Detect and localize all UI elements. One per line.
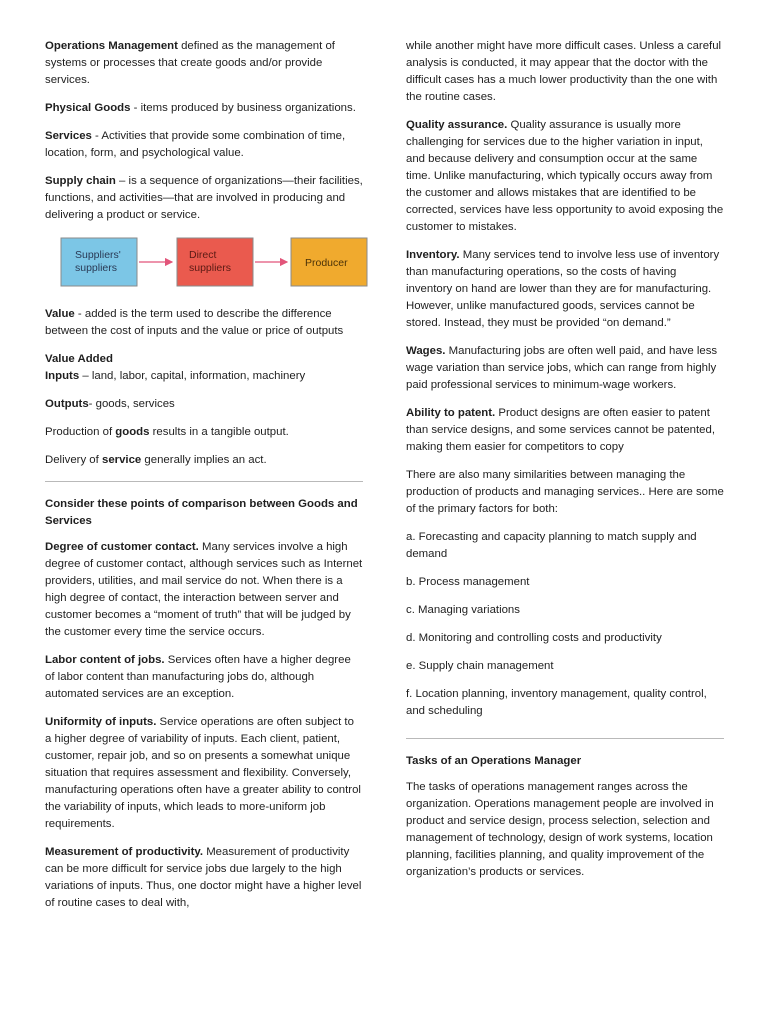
factor-item: e. Supply chain management bbox=[406, 660, 554, 672]
right-column bbox=[406, 38, 724, 892]
similarities-intro: There are also many similarities between managing the production of products and managing services.. Here are some of the primary factors for both: bbox=[406, 469, 724, 515]
factor-item: b. Process management bbox=[406, 576, 530, 588]
comparison-wages: Wages. Manufacturing jobs are often well paid, and have less wage variation than service jobs, which can range from highly paid professional services to minimum-wage workers. bbox=[406, 345, 718, 391]
supply-chain-diagram bbox=[59, 236, 369, 290]
definition-operations-management: Operations Management defined as the management of systems or processes that create goods and/or provide services. bbox=[45, 40, 335, 86]
factor-item: a. Forecasting and capacity planning to match supply and demand bbox=[406, 531, 697, 560]
comparison-productivity: Measurement of productivity. Measurement of productivity can be more difficult for service jobs due largely to the high variations of inputs. Thus, one doctor might have a higher level of routine cases to deal with, bbox=[45, 846, 362, 909]
svg-text:suppliers: suppliers bbox=[75, 262, 118, 274]
comparison-labor-content: Labor content of jobs. Services often have a higher degree of labor content than manufacturing jobs do, although automated services are an exception. bbox=[45, 654, 351, 700]
delivery-note: Delivery of service generally implies an act. bbox=[45, 454, 267, 466]
svg-text:Direct: Direct bbox=[189, 249, 217, 261]
svg-text:Producer: Producer bbox=[305, 257, 348, 269]
comparison-quality-assurance: Quality assurance. Quality assurance is usually more challenging for services due to the higher variation in input, and because delivery and consumption occur at the same time. Unlike manufacturing, which typically occurs away from the customer and allows mistakes that are identified to be corrected, services have less opportunity to avoid exposing the customer to mistakes. bbox=[406, 119, 724, 233]
value-added-title: Value Added bbox=[45, 353, 113, 365]
section-divider bbox=[45, 481, 363, 482]
section-divider bbox=[406, 738, 724, 739]
factor-item: d. Monitoring and controlling costs and productivity bbox=[406, 632, 662, 644]
definition-supply-chain: Supply chain – is a sequence of organizations—their facilities, functions, and activities—that are involved in producing and delivering a product or service. bbox=[45, 175, 363, 221]
comparison-uniformity-inputs: Uniformity of inputs. Service operations are often subject to a higher degree of variability of inputs. Each client, patient, customer, repair job, and so on presents a somewhat unique situation that requires assessment and flexibility. Conversely, manufacturing operations often have a greater ability to control the variability of inputs, which leads to more-uniform job requirements. bbox=[45, 716, 361, 830]
comparison-customer-contact: Degree of customer contact. Many services involve a high degree of customer contact, although services such as Internet providers, utilities, and mail service do not. When there is a high degree of contact, the interaction between server and customer becomes a “moment of truth” that will be judged by the customer every time the service occurs. bbox=[45, 541, 363, 638]
comparison-heading: Consider these points of comparison between Goods and Services bbox=[45, 498, 358, 527]
definition-services: Services - Activities that provide some combination of time, location, form, and psychological value. bbox=[45, 130, 346, 159]
box-suppliers-suppliers bbox=[61, 238, 137, 286]
box-producer bbox=[291, 238, 367, 286]
production-note: Production of goods results in a tangible output. bbox=[45, 426, 289, 438]
definition-outputs: Outputs- goods, services bbox=[45, 398, 175, 410]
definition-physical-goods: Physical Goods - items produced by business organizations. bbox=[45, 102, 356, 114]
tasks-text: The tasks of operations management ranges across the organization. Operations management people are involved in product and service design, process selection, selection and management of technology, design of work systems, location planning, facilities planning, and quality improvement of the organization’s products or services. bbox=[406, 781, 714, 878]
comparison-inventory: Inventory. Many services tend to involve less use of inventory than manufacturing operations, so the costs of having inventory on hand are lower than they are for manufacturing. However, unlike manufactured goods, services cannot be stored. Instead, they must be provided “on demand.” bbox=[406, 249, 720, 329]
box-direct-suppliers bbox=[177, 238, 253, 286]
comparison-patent: Ability to patent. Product designs are often easier to patent than service designs, and some services cannot be patented, making them easier for competitors to copy bbox=[406, 407, 715, 453]
factor-item: f. Location planning, inventory management, quality control, and scheduling bbox=[406, 688, 707, 717]
left-column bbox=[45, 38, 363, 923]
svg-text:suppliers: suppliers bbox=[189, 262, 232, 274]
svg-text:Suppliers': Suppliers' bbox=[75, 249, 121, 261]
productivity-continuation: while another might have more difficult cases. Unless a careful analysis is conducted, it may appear that the doctor with the difficult cases has a much lower productivity than the one with the routine cases. bbox=[406, 40, 722, 103]
value-added-block: Value Added Inputs – land, labor, capital, information, machinery bbox=[45, 353, 306, 382]
definition-value: Value - added is the term used to describe the difference between the cost of inputs and the value or price of outputs bbox=[45, 308, 344, 337]
tasks-heading: Tasks of an Operations Manager bbox=[406, 755, 582, 767]
factor-item: c. Managing variations bbox=[406, 604, 520, 616]
